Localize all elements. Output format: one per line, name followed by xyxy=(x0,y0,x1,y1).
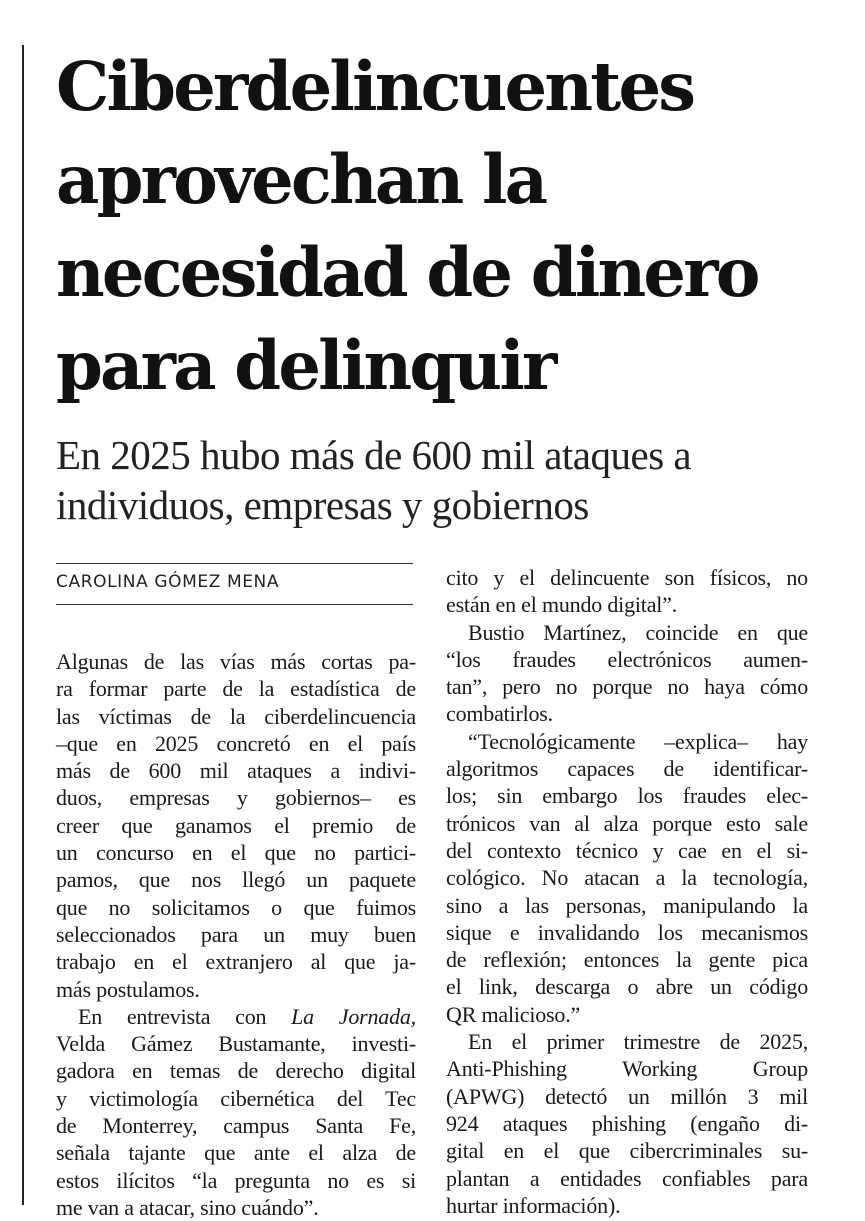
body-line: trónicos van al alza porque esto sale xyxy=(446,810,808,836)
body-line: combatirlos. xyxy=(446,701,553,727)
body-line: me van a atacar, sino cuándo”. xyxy=(56,1194,319,1220)
body-line: hurtar información). xyxy=(446,1192,621,1218)
body-line: Anti-Phishing Working Group xyxy=(446,1056,808,1082)
body-line: tan”, pero no porque no haya cómo xyxy=(446,674,808,700)
body-line: de Monterrey, campus Santa Fe, xyxy=(56,1113,416,1139)
body-line xyxy=(56,1003,416,1030)
body-line: gadora en temas de derecho digital xyxy=(56,1058,416,1084)
body-line: más de 600 mil ataques a indivi- xyxy=(56,758,416,784)
publication-name: La Jornada, xyxy=(291,1003,416,1029)
body-line: QR malicioso.” xyxy=(446,1001,581,1027)
body-line: seleccionados para un muy buen xyxy=(56,921,416,947)
body-line: trabajo en el extranjero al que ja- xyxy=(56,949,416,975)
body-line: el link, descarga o abre un código xyxy=(446,974,808,1000)
body-line: cito y el delincuente son físicos, no xyxy=(446,565,808,590)
subheadline: En 2025 hubo más de 600 mil ataques a individuos, empresas y gobiernos xyxy=(56,432,692,528)
byline-rule-top xyxy=(56,563,413,564)
body-line: “los fraudes electrónicos aumen- xyxy=(446,646,808,672)
body-line: algoritmos capaces de identificar- xyxy=(446,756,808,782)
body-line: Algunas de las vías más cortas pa- xyxy=(56,649,416,674)
body-line: las víctimas de la ciberdelincuencia xyxy=(56,703,416,729)
body-line: Bustio Martínez, coincide en que xyxy=(468,619,808,645)
body-line: un concurso en el que no partici- xyxy=(56,840,416,866)
left-column-rule xyxy=(22,45,24,1205)
body-line: pamos, que nos llegó un paquete xyxy=(56,867,416,893)
body-line: 924 ataques phishing (engaño di- xyxy=(446,1110,808,1136)
body-line: creer que ganamos el premio de xyxy=(56,812,416,838)
body-line: En el primer trimestre de 2025, xyxy=(468,1029,808,1055)
body-line: más postulamos. xyxy=(56,976,200,1002)
byline: CAROLINA GÓMEZ MENA xyxy=(56,572,280,592)
body-line: los; sin embargo los fraudes elec- xyxy=(446,783,808,809)
body-line: plantan a entidades confiables para xyxy=(446,1165,808,1191)
body-line: cológico. No atacan a la tecnología, xyxy=(446,865,808,891)
headline: Ciberdelincuentes aprovechan la necesidad de dinero para delinquir xyxy=(56,47,758,405)
body-text: En entrevista con xyxy=(78,1003,292,1029)
body-line: del contexto técnico y cae en el si- xyxy=(446,837,808,863)
body-line: sino a las personas, manipulando la xyxy=(446,892,808,918)
body-line: ra formar parte de la estadística de xyxy=(56,676,416,702)
body-line: de reflexión; entonces la gente pica xyxy=(446,947,808,973)
article-column-1 xyxy=(56,648,416,1221)
body-line: estos ilícitos “la pregunta no es si xyxy=(56,1167,416,1193)
body-line: señala tajante que ante el alza de xyxy=(56,1140,416,1166)
body-line: –que en 2025 concretó en el país xyxy=(56,730,416,756)
body-line: que no solicitamos o que fuimos xyxy=(56,894,416,920)
article-column-2 xyxy=(446,564,808,1219)
body-line: están en el mundo digital”. xyxy=(446,592,678,618)
body-line: sique e invalidando los mecanismos xyxy=(446,919,808,945)
body-line: duos, empresas y gobiernos– es xyxy=(56,785,416,811)
body-line: gital en el que cibercriminales su- xyxy=(446,1138,808,1164)
body-line: y victimología cibernética del Tec xyxy=(56,1085,416,1111)
byline-rule-bottom xyxy=(56,604,413,605)
body-line: (APWG) detectó un millón 3 mil xyxy=(446,1083,808,1109)
body-line: “Tecnológicamente –explica– hay xyxy=(468,728,808,754)
body-line: Velda Gámez Bustamante, investi- xyxy=(56,1031,416,1057)
